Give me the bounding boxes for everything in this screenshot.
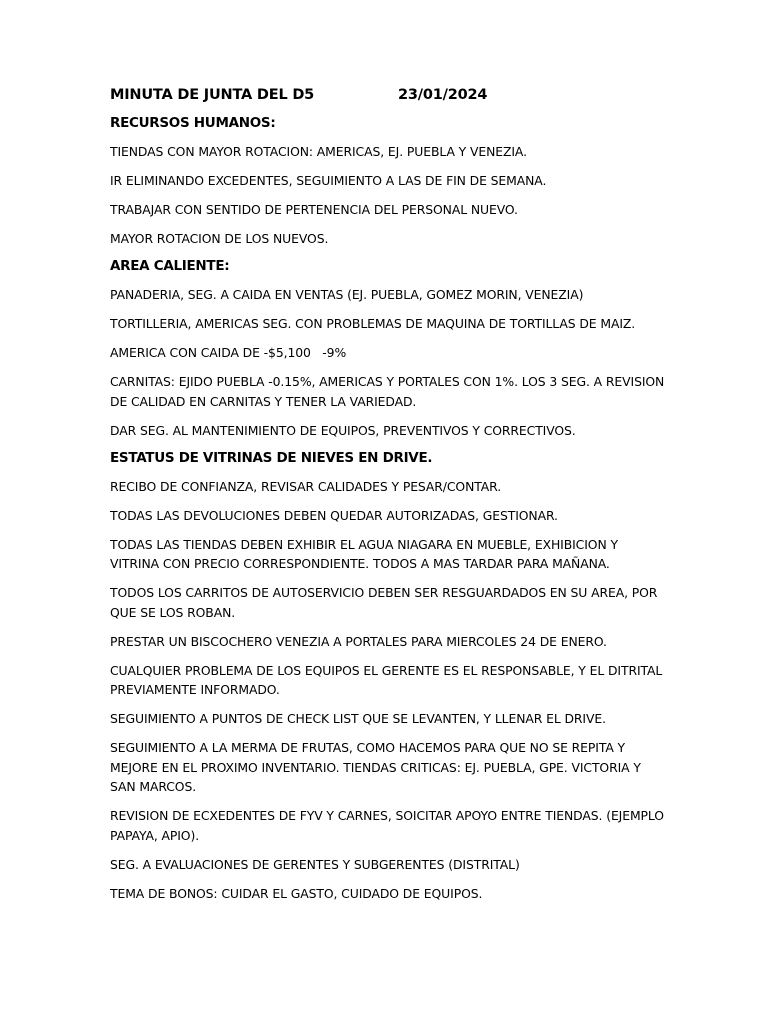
paragraph: TRABAJAR CON SENTIDO DE PERTENENCIA DEL PERSONAL NUEVO. <box>110 202 518 217</box>
paragraph: TODAS LAS TIENDAS DEBEN EXHIBIR EL AGUA NIAGARA EN MUEBLE, EXHIBICION Y VITRINA CON PRECIO CORRESPONDIENTE. TODOS A MAS TARDAR PARA MAÑANA. <box>110 536 618 571</box>
section-heading-area-caliente: AREA CALIENTE: <box>110 258 230 274</box>
document-page <box>110 87 670 913</box>
paragraph: PANADERIA, SEG. A CAIDA EN VENTAS (EJ. PUEBLA, GOMEZ MORIN, VENEZIA) <box>110 287 584 302</box>
section-heading-recursos-humanos: RECURSOS HUMANOS: <box>110 115 276 131</box>
paragraph: DAR SEG. AL MANTENIMIENTO DE EQUIPOS, PREVENTIVOS Y CORRECTIVOS. <box>110 422 576 438</box>
paragraph: SEGUIMIENTO A PUNTOS DE CHECK LIST QUE SE LEVANTEN, Y LLENAR EL DRIVE. <box>110 711 606 726</box>
paragraph: SEG. A EVALUACIONES DE GERENTES Y SUBGERENTES (DISTRITAL) <box>110 856 520 872</box>
document-title-line <box>110 87 670 103</box>
paragraph: TEMA DE BONOS: CUIDAR EL GASTO, CUIDADO DE EQUIPOS. <box>110 885 483 901</box>
section-heading-estatus-vitrinas: ESTATUS DE VITRINAS DE NIEVES EN DRIVE. <box>110 449 433 466</box>
paragraph: IR ELIMINANDO EXCEDENTES, SEGUIMIENTO A LAS DE FIN DE SEMANA. <box>110 173 547 188</box>
document-title: MINUTA DE JUNTA DEL D5 <box>110 87 315 103</box>
paragraph: PRESTAR UN BISCOCHERO VENEZIA A PORTALES PARA MIERCOLES 24 DE ENERO. <box>110 633 607 649</box>
paragraph: RECIBO DE CONFIANZA, REVISAR CALIDADES Y PESAR/CONTAR. <box>110 478 502 494</box>
paragraph: SEGUIMIENTO A LA MERMA DE FRUTAS, COMO HACEMOS PARA QUE NO SE REPITA Y MEJORE EN EL PROXIMO INVENTARIO. TIENDAS CRITICAS: EJ. PUEBLA, GPE. VICTORIA Y SAN MARCOS. <box>110 740 641 794</box>
paragraph: TODOS LOS CARRITOS DE AUTOSERVICIO DEBEN SER RESGUARDADOS EN SU AREA, POR QUE SE LOS ROBAN. <box>110 585 658 620</box>
document-date: 23/01/2024 <box>398 87 488 103</box>
paragraph: MAYOR ROTACION DE LOS NUEVOS. <box>110 231 329 246</box>
paragraph: TORTILLERIA, AMERICAS SEG. CON PROBLEMAS DE MAQUINA DE TORTILLAS DE MAIZ. <box>110 316 636 331</box>
paragraph: REVISION DE ECXEDENTES DE FYV Y CARNES, SOICITAR APOYO ENTRE TIENDAS. (EJEMPLO PAPAYA, APIO). <box>110 808 664 843</box>
paragraph: CARNITAS: EJIDO PUEBLA -0.15%, AMERICAS Y PORTALES CON 1%. LOS 3 SEG. A REVISION DE CALIDAD EN CARNITAS Y TENER LA VARIEDAD. <box>110 374 665 409</box>
paragraph: AMERICA CON CAIDA DE -$5,100 -9% <box>110 345 347 360</box>
paragraph: TODAS LAS DEVOLUCIONES DEBEN QUEDAR AUTORIZADAS, GESTIONAR. <box>110 507 558 523</box>
paragraph: TIENDAS CON MAYOR ROTACION: AMERICAS, EJ. PUEBLA Y VENEZIA. <box>110 144 527 159</box>
paragraph: CUALQUIER PROBLEMA DE LOS EQUIPOS EL GERENTE ES EL RESPONSABLE, Y EL DITRITAL PREVIAMENTE INFORMADO. <box>110 662 663 697</box>
